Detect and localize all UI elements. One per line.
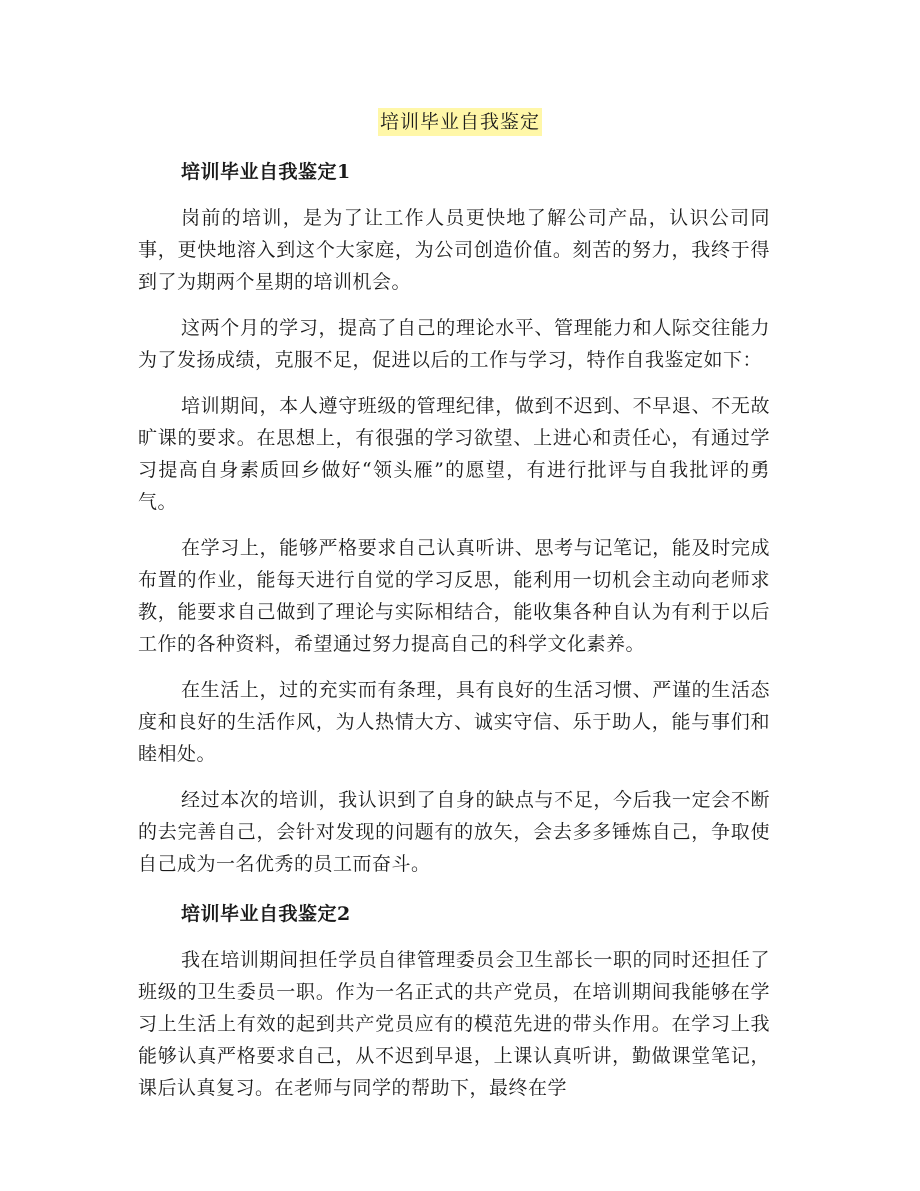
section-heading-1: 培训毕业自我鉴定1 [181,161,351,183]
paragraph: 经过本次的培训，我认识到了自身的缺点与不足，今后我一定会不断的去完善自己，会针对发现的问题有的放矢，会去多多锤炼自己，争取使自己成为一名优秀的员工而奋斗。 [138,789,770,875]
paragraph: 培训期间，本人遵守班级的管理纪律，做到不迟到、不早退、不无故旷课的要求。在思想上，有很强的学习欲望、上进心和责任心，有通过学习提高自身素质回乡做好“领头雁”的愿望，有进行批评与自我批评的勇气。 [138,395,770,513]
paragraph: 这两个月的学习，提高了自己的理论水平、管理能力和人际交往能力为了发扬成绩，克服不足，促进以后的工作与学习，特作自我鉴定如下： [138,317,770,371]
paragraph: 在学习上，能够严格要求自己认真听讲、思考与记笔记，能及时完成布置的作业，能每天进行自觉的学习反思，能利用一切机会主动向老师求教，能要求自己做到了理论与实际相结合，能收集各种自认为有利于以后工作的各种资料，希望通过努力提高自己的科学文化素养。 [138,537,770,655]
paragraph: 岗前的培训，是为了让工作人员更快地了解公司产品，认识公司同事，更快地溶入到这个大家庭，为公司创造价值。刻苦的努力，我终于得到了为期两个星期的培训机会。 [138,207,770,293]
document-title: 培训毕业自我鉴定 [378,108,542,136]
section-heading-2: 培训毕业自我鉴定2 [181,903,351,925]
document-body [138,156,770,1118]
document-title-wrap [0,108,920,136]
paragraph: 在生活上，过的充实而有条理，具有良好的生活习惯、严谨的生活态度和良好的生活作风，为人热情大方、诚实守信、乐于助人，能与事们和睦相处。 [138,679,770,765]
paragraph: 我在培训期间担任学员自律管理委员会卫生部长一职的同时还担任了班级的卫生委员一职。作为一名正式的共产党员，在培训期间我能够在学习上生活上有效的起到共产党员应有的模范先进的带头作用。在学习上我能够认真严格要求自己，从不迟到早退，上课认真听讲，勤做课堂笔记，课后认真复习。在老师与同学的帮助下，最终在学 [138,949,770,1099]
